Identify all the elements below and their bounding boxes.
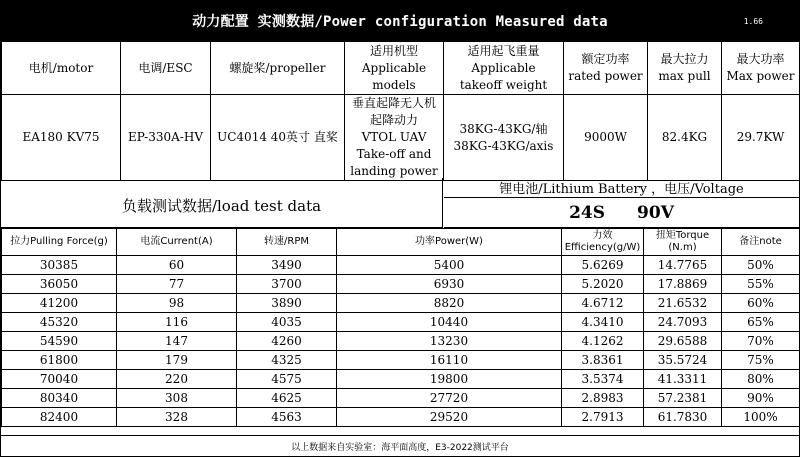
- data-header-cell: 拉力Pulling Force(g): [2, 229, 117, 256]
- load-test-title: 负载测试数据/load test data: [1, 178, 443, 228]
- table-row: [2, 313, 800, 332]
- spec-header-cell: 螺旋桨/propeller: [211, 42, 345, 95]
- table-cell: 100%: [722, 408, 800, 427]
- spec-value-cell: 29.7KW: [722, 95, 800, 181]
- table-cell: 50%: [722, 256, 800, 275]
- data-header-cell: 功率Power(W): [337, 229, 562, 256]
- spec-header-cell: 额定功率 rated power: [564, 42, 648, 95]
- table-cell: 4.3410: [562, 313, 644, 332]
- table-cell: 5.2020: [562, 275, 644, 294]
- table-cell: 19800: [337, 370, 562, 389]
- spec-value-cell: 38KG-43KG/轴 38KG-43KG/axis: [444, 95, 564, 181]
- spec-value-cell: EP-330A-HV: [121, 95, 211, 181]
- table-cell: 328: [117, 408, 237, 427]
- spec-header-cell: 最大拉力 max pull: [648, 42, 722, 95]
- table-cell: 75%: [722, 351, 800, 370]
- table-cell: 29.6588: [644, 332, 722, 351]
- table-cell: 55%: [722, 275, 800, 294]
- table-cell: 21.6532: [644, 294, 722, 313]
- spec-value-cell: 82.4KG: [648, 95, 722, 181]
- table-cell: 80340: [2, 389, 117, 408]
- version-label: 1.66: [743, 17, 763, 26]
- table-cell: 36050: [2, 275, 117, 294]
- spec-header-cell: 电机/motor: [2, 42, 121, 95]
- data-header-cell: 力效 Efficiency(g/W): [562, 229, 644, 256]
- spec-value-cell: 垂直起降无人机 起降动力 VTOL UAV Take-off and landing power: [345, 95, 444, 181]
- table-cell: 2.7913: [562, 408, 644, 427]
- table-cell: 3890: [237, 294, 337, 313]
- table-cell: 4035: [237, 313, 337, 332]
- spec-value-row: [2, 95, 800, 181]
- table-cell: 147: [117, 332, 237, 351]
- table-cell: 3700: [237, 275, 337, 294]
- battery-label: 锂电池/Lithium Battery ，电压/Voltage: [444, 178, 799, 198]
- table-cell: 3.8361: [562, 351, 644, 370]
- table-cell: 3490: [237, 256, 337, 275]
- table-cell: 4575: [237, 370, 337, 389]
- spec-header-cell: 最大功率 Max power: [722, 42, 800, 95]
- spec-value-cell: 9000W: [564, 95, 648, 181]
- load-battery-section: [1, 178, 799, 228]
- battery-cells: 24S: [569, 202, 606, 223]
- table-row: [2, 408, 800, 427]
- table-cell: 4.1262: [562, 332, 644, 351]
- table-cell: 308: [117, 389, 237, 408]
- table-row: [2, 332, 800, 351]
- table-cell: 27720: [337, 389, 562, 408]
- table-cell: 4625: [237, 389, 337, 408]
- table-cell: 30385: [2, 256, 117, 275]
- table-cell: 4325: [237, 351, 337, 370]
- table-cell: 65%: [722, 313, 800, 332]
- spec-value-cell: EA180 KV75: [2, 95, 121, 181]
- table-row: [2, 275, 800, 294]
- data-header-cell: 扭矩Torque (N.m): [644, 229, 722, 256]
- table-cell: 5.6269: [562, 256, 644, 275]
- table-cell: 61800: [2, 351, 117, 370]
- spec-table: [1, 41, 800, 181]
- spec-header-row: [2, 42, 800, 95]
- table-cell: 77: [117, 275, 237, 294]
- table-cell: 61.7830: [644, 408, 722, 427]
- data-header-cell: 电流Current(A): [117, 229, 237, 256]
- battery-spec: [444, 198, 799, 228]
- table-cell: 5400: [337, 256, 562, 275]
- table-cell: 82400: [2, 408, 117, 427]
- table-cell: 4260: [237, 332, 337, 351]
- load-test-table: [1, 228, 800, 427]
- table-cell: 29520: [337, 408, 562, 427]
- table-cell: 220: [117, 370, 237, 389]
- table-cell: 41.3311: [644, 370, 722, 389]
- table-cell: 54590: [2, 332, 117, 351]
- table-cell: 16110: [337, 351, 562, 370]
- table-cell: 45320: [2, 313, 117, 332]
- table-cell: 98: [117, 294, 237, 313]
- table-cell: 70%: [722, 332, 800, 351]
- table-cell: 35.5724: [644, 351, 722, 370]
- table-cell: 60: [117, 256, 237, 275]
- table-row: [2, 370, 800, 389]
- data-body: [2, 256, 800, 427]
- footer-note: 以上数据来自实验室：海平面高度，E3-2022测试平台: [1, 435, 799, 457]
- table-row: [2, 389, 800, 408]
- spec-header-cell: 电调/ESC: [121, 42, 211, 95]
- table-cell: 70040: [2, 370, 117, 389]
- spec-header-cell: 适用机型 Applicable models: [345, 42, 444, 95]
- data-header-row: [2, 229, 800, 256]
- table-row: [2, 351, 800, 370]
- table-cell: 3.5374: [562, 370, 644, 389]
- table-cell: 6930: [337, 275, 562, 294]
- table-cell: 24.7093: [644, 313, 722, 332]
- table-cell: 41200: [2, 294, 117, 313]
- table-cell: 8820: [337, 294, 562, 313]
- data-header-cell: 转速/RPM: [237, 229, 337, 256]
- spec-header-cell: 适用起飞重量 Applicable takeoff weight: [444, 42, 564, 95]
- table-row: [2, 256, 800, 275]
- table-cell: 179: [117, 351, 237, 370]
- table-cell: 2.8983: [562, 389, 644, 408]
- battery-voltage: 90V: [637, 202, 674, 223]
- table-cell: 4.6712: [562, 294, 644, 313]
- table-cell: 14.7765: [644, 256, 722, 275]
- title-bar: [1, 1, 799, 41]
- table-cell: 57.2381: [644, 389, 722, 408]
- spec-value-cell: UC4014 40英寸 直桨: [211, 95, 345, 181]
- table-cell: 17.8869: [644, 275, 722, 294]
- table-cell: 80%: [722, 370, 800, 389]
- table-cell: 13230: [337, 332, 562, 351]
- table-cell: 10440: [337, 313, 562, 332]
- data-header-cell: 备注note: [722, 229, 800, 256]
- table-cell: 116: [117, 313, 237, 332]
- page-title: 动力配置 实测数据/Power configuration Measured data: [192, 14, 608, 30]
- table-cell: 60%: [722, 294, 800, 313]
- table-cell: 90%: [722, 389, 800, 408]
- table-row: [2, 294, 800, 313]
- table-cell: 4563: [237, 408, 337, 427]
